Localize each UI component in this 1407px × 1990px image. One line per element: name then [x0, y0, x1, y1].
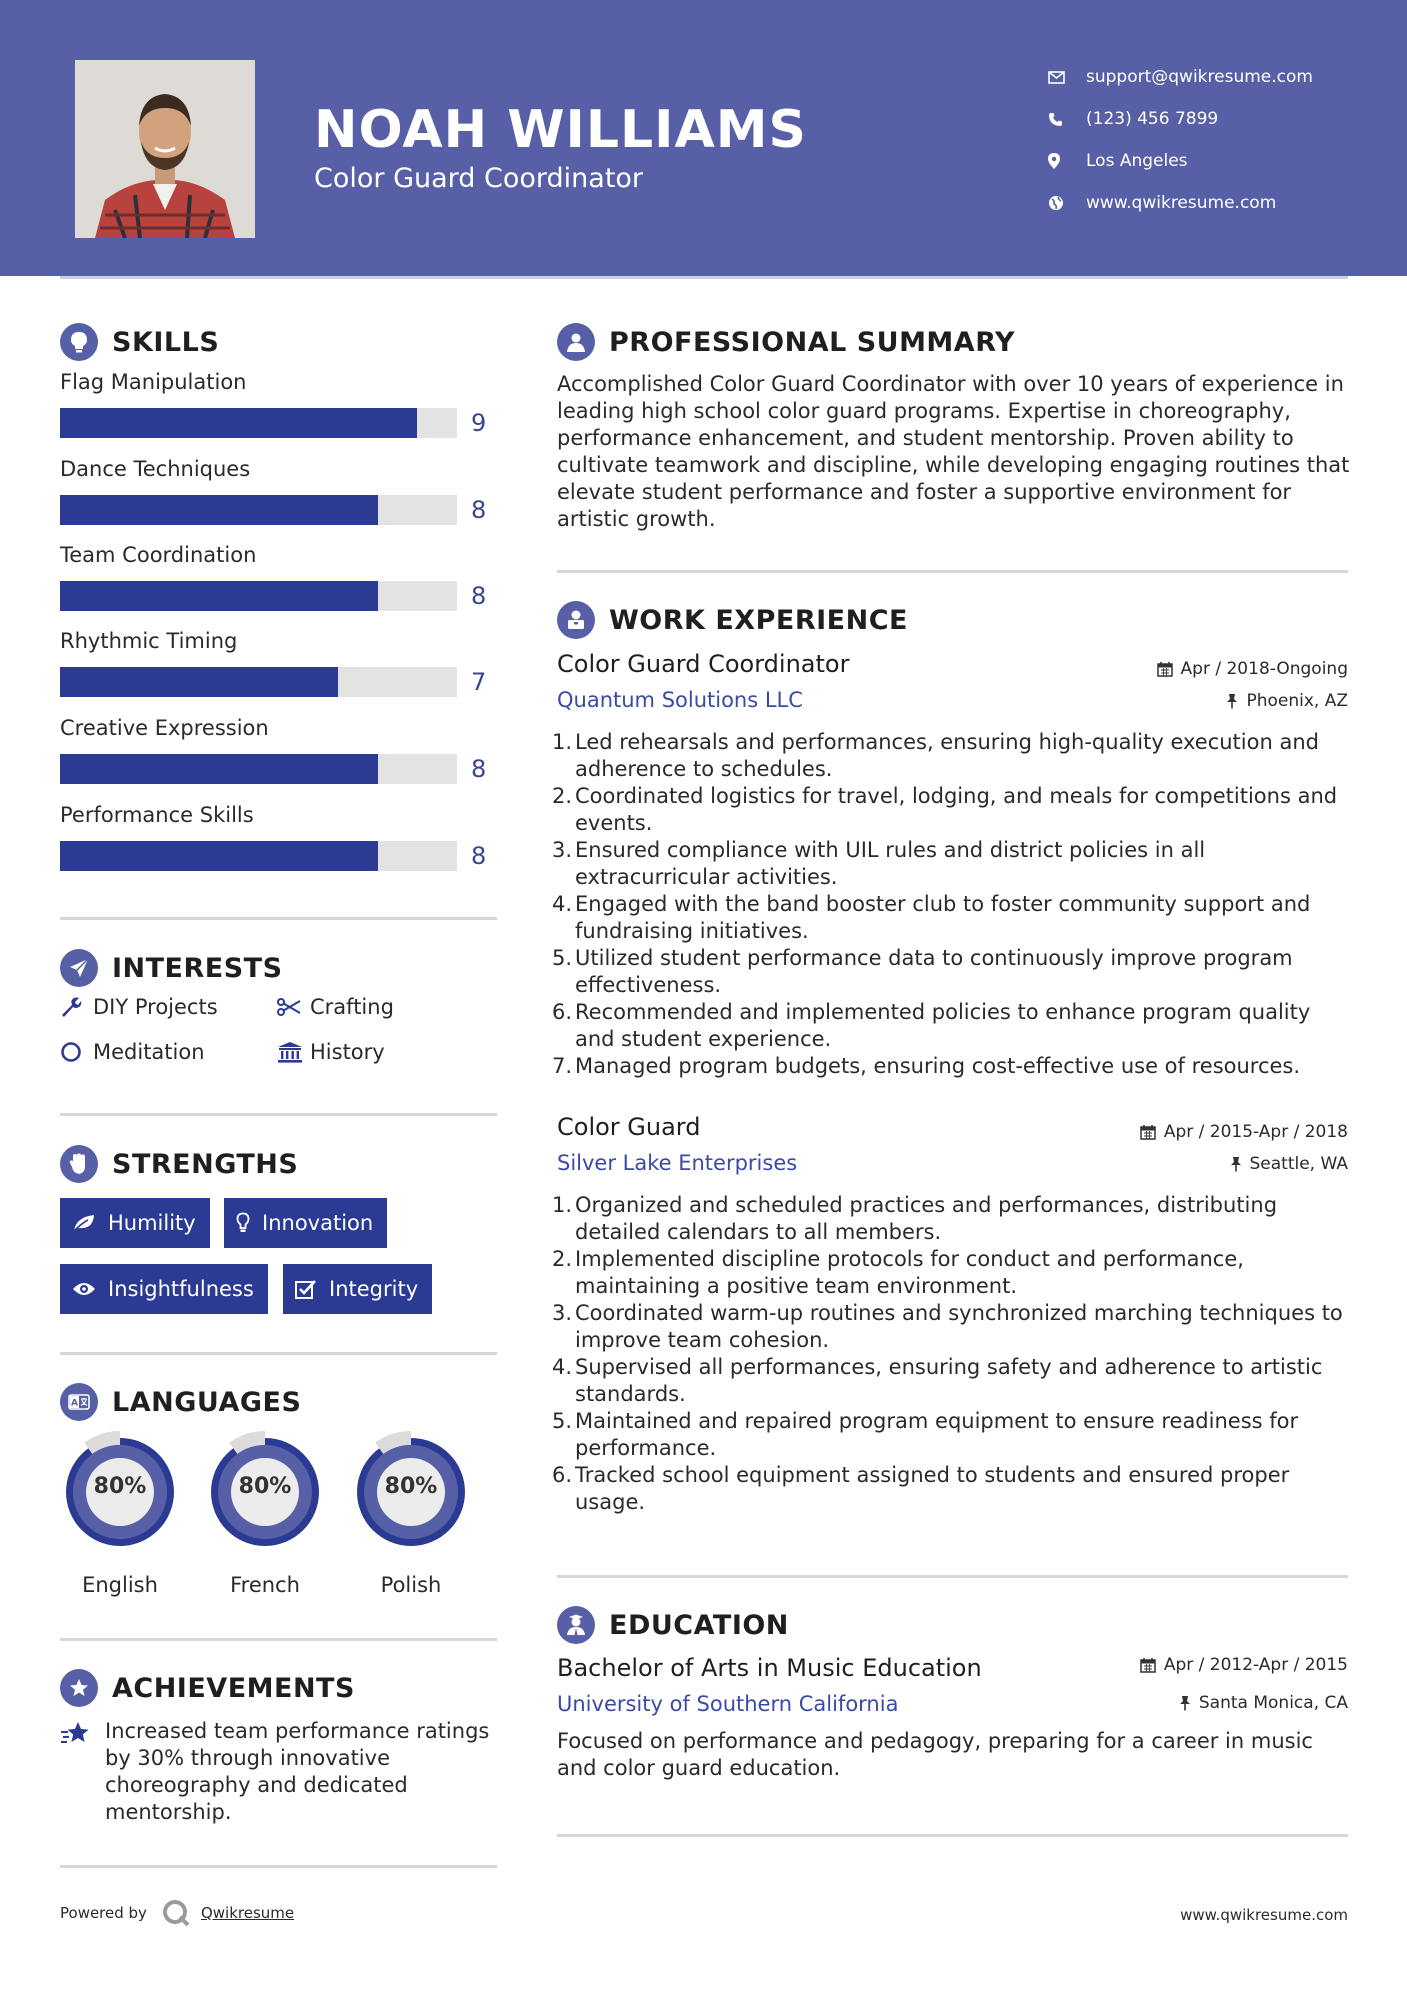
skill-item: [60, 370, 500, 438]
strengths-heading: [60, 1145, 298, 1183]
section-divider: [557, 1575, 1348, 1578]
contact-location: [1048, 140, 1313, 182]
resume-header: [0, 0, 1407, 276]
skill-bar-fill: [60, 754, 378, 784]
paper-plane-icon: [60, 949, 98, 987]
fist-icon: [60, 1145, 98, 1183]
strength-label: Integrity: [329, 1277, 419, 1301]
duty-text: Supervised all performances, ensuring safety and adherence to artistic standards.: [575, 1355, 1323, 1406]
achievement-item: [60, 1718, 500, 1826]
language-item: [204, 1431, 326, 1597]
duty-item: 4. Engaged with the band booster club to foster community support and fundraising initiatives.: [552, 892, 1311, 943]
job-company: Quantum Solutions LLC: [557, 688, 803, 712]
contact-list: [1048, 56, 1313, 224]
calendar-icon: [1140, 1657, 1156, 1673]
duty-item: 1. Organized and scheduled practices and performances, distributing detailed calendars to all members.: [552, 1193, 1278, 1244]
pushpin-icon: [1226, 693, 1238, 709]
skill-bar-track: [60, 754, 457, 784]
strength-label: Innovation: [262, 1211, 374, 1235]
skill-name: Performance Skills: [60, 803, 254, 827]
skill-bar-fill: [60, 667, 338, 697]
education-heading: [557, 1606, 789, 1644]
interest-item: [277, 1040, 385, 1064]
footer-website[interactable]: www.qwikresume.com: [1180, 1906, 1348, 1924]
duty-text: Engaged with the band booster club to foster community support and fundraising initiatives.: [575, 892, 1311, 943]
job-location-text: Phoenix, AZ: [1246, 691, 1348, 711]
leaf-icon: [72, 1213, 96, 1233]
duty-item: 3. Ensured compliance with UIL rules and district policies in all extracurricular activities.: [552, 838, 1206, 889]
circle-icon: [60, 1041, 93, 1063]
wrench-icon: [60, 996, 93, 1018]
interest-label: History: [310, 1040, 385, 1064]
skill-score: 8: [471, 755, 487, 783]
duty-item: 6. Recommended and implemented policies to enhance program quality and student experience.: [552, 1000, 1311, 1051]
strength-tag: [283, 1264, 432, 1314]
skill-bar-track: [60, 495, 457, 525]
strength-tag: [60, 1264, 268, 1314]
lightbulb-icon: [236, 1212, 250, 1234]
section-divider: [60, 1638, 497, 1641]
summary-heading: [557, 323, 1015, 361]
duty-text: Implemented discipline protocols for conduct and performance, maintaining a positive team environment.: [575, 1247, 1244, 1298]
duty-item: 1. Led rehearsals and performances, ensuring high-quality execution and adherence to schedules.: [552, 730, 1319, 781]
job-dates-text: Apr / 2018-Ongoing: [1180, 659, 1348, 679]
skill-bar-track: [60, 667, 457, 697]
star-badge-icon: [60, 1669, 98, 1707]
graduate-icon: [557, 1606, 595, 1644]
experience-heading: [557, 601, 908, 639]
candidate-title: Color Guard Coordinator: [314, 163, 644, 194]
job-dates: [1140, 1122, 1348, 1142]
duty-text: Managed program budgets, ensuring cost-effective use of resources.: [575, 1054, 1301, 1078]
stars-icon: [60, 1718, 105, 1826]
duty-item: 3. Coordinated warm-up routines and synchronized marching techniques to improve team cohesion.: [552, 1301, 1343, 1352]
school-name: University of Southern California: [557, 1692, 899, 1716]
map-pin-icon: [1048, 153, 1086, 169]
education-title: EDUCATION: [609, 1609, 789, 1641]
skill-bar-fill: [60, 841, 378, 871]
calendar-icon: [1157, 661, 1173, 677]
language-percent: 80%: [93, 1474, 147, 1499]
calendar-icon: [1140, 1124, 1156, 1140]
language-item: [59, 1431, 181, 1597]
skill-name: Dance Techniques: [60, 457, 251, 481]
globe-icon: [1048, 195, 1086, 211]
duty-text: Coordinated warm-up routines and synchronized marching techniques to improve team cohesion.: [575, 1301, 1343, 1352]
interests-title: INTERESTS: [112, 952, 283, 984]
institution-icon: [277, 1041, 310, 1063]
contact-website[interactable]: [1048, 182, 1313, 224]
skill-bar-track: [60, 408, 457, 438]
languages-title: LANGUAGES: [112, 1386, 302, 1418]
skill-item: [60, 629, 500, 697]
interest-label: Meditation: [93, 1040, 205, 1064]
duty-text: Organized and scheduled practices and performances, distributing detailed calendars to all members.: [575, 1193, 1278, 1244]
scissors-icon: [277, 998, 310, 1016]
svg-text:A: A: [71, 1398, 78, 1409]
interest-label: Crafting: [310, 995, 394, 1019]
degree-title: Bachelor of Arts in Music Education: [557, 1654, 982, 1682]
contact-website-text: www.qwikresume.com: [1086, 193, 1277, 213]
skill-item: [60, 716, 500, 784]
duty-item: 4. Supervised all performances, ensuring safety and adherence to artistic standards.: [552, 1355, 1323, 1406]
skill-bar-track: [60, 841, 457, 871]
contact-phone[interactable]: [1048, 98, 1313, 140]
achievements-heading: [60, 1669, 355, 1707]
pushpin-icon: [1230, 1156, 1242, 1172]
section-divider: [557, 1834, 1348, 1837]
skill-score: 8: [471, 582, 487, 610]
skill-name: Team Coordination: [60, 543, 257, 567]
section-divider: [60, 1865, 497, 1868]
lightbulb-icon: [60, 323, 98, 361]
section-divider: [557, 570, 1348, 573]
job-duties: [552, 729, 1352, 1080]
skills-heading: [60, 323, 219, 361]
duty-item: 2. Implemented discipline protocols for conduct and performance, maintaining a positive team environment.: [552, 1247, 1244, 1298]
interest-item: [60, 995, 218, 1019]
duty-text: Utilized student performance data to continuously improve program effectiveness.: [575, 946, 1293, 997]
skill-bar-track: [60, 581, 457, 611]
duty-item: 2. Coordinated logistics for travel, lodging, and meals for competitions and events.: [552, 784, 1338, 835]
language-label: English: [82, 1573, 158, 1597]
language-percent: 80%: [238, 1474, 292, 1499]
skill-score: 8: [471, 842, 487, 870]
job-title: Color Guard Coordinator: [557, 650, 850, 678]
interests-heading: [60, 949, 283, 987]
job-duties: [552, 1192, 1352, 1516]
skill-bar-fill: [60, 495, 378, 525]
strength-tag: [224, 1198, 387, 1248]
strength-label: Humility: [108, 1211, 196, 1235]
section-divider: [60, 1352, 497, 1355]
section-divider: [60, 917, 497, 920]
languages-heading: [60, 1383, 301, 1421]
language-label: Polish: [380, 1573, 442, 1597]
pushpin-icon: [1179, 1695, 1191, 1711]
duty-text: Led rehearsals and performances, ensuring high-quality execution and adherence to schedules.: [575, 730, 1319, 781]
skill-item: [60, 457, 500, 525]
job-dates-text: Apr / 2015-Apr / 2018: [1163, 1122, 1348, 1142]
skills-title: SKILLS: [112, 326, 220, 358]
header-divider: [60, 276, 1348, 279]
duty-text: Coordinated logistics for travel, lodging, and meals for competitions and events.: [575, 784, 1338, 835]
contact-email-text: support@qwikresume.com: [1086, 67, 1313, 87]
job-title: Color Guard: [557, 1113, 701, 1141]
powered-by-text: Powered by: [60, 1904, 147, 1922]
duty-text: Recommended and implemented policies to enhance program quality and student experience.: [575, 1000, 1311, 1051]
interest-label: DIY Projects: [93, 995, 218, 1019]
contact-email[interactable]: [1048, 56, 1313, 98]
footer-powered-by: [60, 1898, 294, 1928]
check-square-icon: [295, 1279, 317, 1299]
achievement-text: Increased team performance ratings by 30% through innovative choreography and dedicated mentorship.: [105, 1719, 490, 1824]
language-item: [350, 1431, 472, 1597]
education-location: [1179, 1693, 1348, 1713]
duty-item: 5. Utilized student performance data to continuously improve program effectiveness.: [552, 946, 1293, 997]
education-dates-text: Apr / 2012-Apr / 2015: [1163, 1655, 1348, 1675]
skill-item: [60, 803, 500, 871]
skill-name: Flag Manipulation: [60, 370, 247, 394]
language-icon: [60, 1383, 98, 1421]
education-location-text: Santa Monica, CA: [1198, 1693, 1348, 1713]
job-dates: [1157, 659, 1348, 679]
user-icon: [557, 323, 595, 361]
candidate-name: NOAH WILLIAMS: [314, 100, 807, 160]
education-dates: [1140, 1655, 1348, 1675]
language-percent: 80%: [384, 1474, 438, 1499]
skill-name: Creative Expression: [60, 716, 269, 740]
summary-title: PROFESSIONAL SUMMARY: [609, 326, 1016, 358]
skill-score: 9: [471, 409, 487, 437]
skill-score: 7: [471, 668, 487, 696]
duty-text: Maintained and repaired program equipment to ensure readiness for performance.: [575, 1409, 1299, 1460]
duty-text: Tracked school equipment assigned to students and ensured proper usage.: [575, 1463, 1290, 1514]
summary-text: Accomplished Color Guard Coordinator with over 10 years of experience in leading high school color guard programs. Expertise in choreography, performance enhancement, and student mentorship. Proven ability to cultivate teamwork and discipline, while developing engaging routines that elevate student performance and foster a supportive environment for artistic growth.: [557, 372, 1350, 531]
profile-photo: [75, 60, 255, 238]
job-location: [1230, 1154, 1349, 1174]
strength-tag: [60, 1198, 210, 1248]
skill-item: [60, 543, 500, 611]
briefcase-user-icon: [557, 601, 595, 639]
qwikresume-link[interactable]: Qwikresume: [200, 1904, 295, 1922]
skill-score: 8: [471, 496, 487, 524]
language-label: French: [230, 1573, 300, 1597]
contact-location-text: Los Angeles: [1086, 151, 1188, 171]
interest-item: [277, 995, 394, 1019]
duty-text: Ensured compliance with UIL rules and district policies in all extracurricular activities.: [575, 838, 1206, 889]
experience-title: WORK EXPERIENCE: [609, 604, 908, 636]
job-location: [1226, 691, 1348, 711]
strengths-title: STRENGTHS: [112, 1148, 299, 1180]
contact-phone-text: (123) 456 7899: [1086, 109, 1219, 129]
duty-item: 6. Tracked school equipment assigned to students and ensured proper usage.: [552, 1463, 1290, 1514]
duty-item: 5. Maintained and repaired program equipment to ensure readiness for performance.: [552, 1409, 1299, 1460]
envelope-icon: [1048, 71, 1086, 84]
skill-name: Rhythmic Timing: [60, 629, 238, 653]
job-company: Silver Lake Enterprises: [557, 1151, 798, 1175]
achievements-title: ACHIEVEMENTS: [112, 1672, 355, 1704]
education-description: Focused on performance and pedagogy, preparing for a career in music and color guard education.: [557, 1729, 1313, 1780]
section-divider: [60, 1113, 497, 1116]
duty-item: 7. Managed program budgets, ensuring cost-effective use of resources.: [552, 1054, 1301, 1078]
eye-icon: [72, 1281, 96, 1297]
phone-icon: [1048, 112, 1086, 127]
job-location-text: Seattle, WA: [1249, 1154, 1348, 1174]
skill-bar-fill: [60, 581, 378, 611]
skill-bar-fill: [60, 408, 417, 438]
strength-label: Insightfulness: [108, 1277, 254, 1301]
interest-item: [60, 1040, 205, 1064]
qwikresume-logo-icon: [161, 1898, 191, 1928]
